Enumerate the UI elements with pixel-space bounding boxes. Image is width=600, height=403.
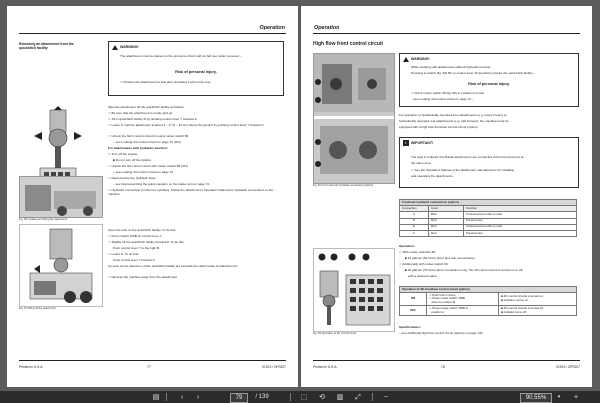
page-number-input[interactable]: 79 (230, 393, 248, 403)
step-text: As soon as the sleeves L of the quickhitch facility are beneath the catch hooks of attachment K: (108, 264, 239, 268)
important-note: ⇨ See the Operator's Manual of the attachment manufacturers for installing (411, 168, 515, 172)
figure-caption: Fig. 66 Locating and lifting the attachment (19, 218, 68, 221)
table-row: OFF ⇨ Press rocker switch 158B to position A ■ 4th control circuits is turned off. ■ Indicator turns off. (400, 306, 577, 316)
zoom-dropdown-icon[interactable]: ▾ (557, 393, 561, 400)
next-page-icon[interactable]: › (196, 393, 200, 401)
intro-text: For operation of hydraulically operated front attachments (e.g. rotary broom) or (399, 113, 507, 117)
important-text: the same time. (411, 161, 432, 165)
step-text: ⇨ Slightly tilt the quickhitch facility forward R. To do this: (108, 240, 185, 244)
column-header: Function (464, 206, 577, 212)
step-text: – see Depressurizing the quick couplers on the loader unit on page 74. (113, 182, 210, 186)
two-page-view-icon[interactable]: ▥ (336, 393, 344, 401)
step-text: ⇨ Hydraulic connection (on the box cylinder): Follow the attachment's Operator's Manual for hydraulic connections to the machine. (108, 188, 274, 197)
step-text: ⇨ Lower G until the attachment is about 2 – 4" (5 – 10 cm) above the ground by pushing control lever Y forward C. (108, 123, 265, 127)
header-rule (313, 33, 580, 34)
operation-text: ⇨ With rocker switches 66: (399, 250, 436, 254)
step-heading: For attachments with hydraulic function: (108, 146, 168, 150)
footer-rule (19, 360, 286, 361)
right-page (301, 6, 592, 387)
page-number: 78 (441, 365, 445, 369)
warning-text: When working with attachments without hydraulic function: (411, 65, 492, 69)
operation-text: with a solenoid valve. (408, 274, 438, 278)
table-row: ON ⇨ Push lock C down. ⇨ Press rocker switch 158B down to position B ■ 4th control circuits is turned on. ■ Indicator comes on. (400, 292, 577, 305)
warning-icon (403, 57, 409, 62)
warning-note: ⇨ Position the attachment so that after unlocking it will not tip over (120, 80, 211, 84)
fullscreen-icon[interactable]: ⤢ (355, 393, 361, 401)
step-text: ⇨ Press switch 105B on control lever Y. (108, 234, 163, 238)
header-rule (19, 33, 286, 34)
control-circuit-illustration (313, 248, 395, 332)
warning-emphasis: Risk of personal injury. (175, 70, 217, 74)
section-title: High flow front control circuit (313, 41, 383, 47)
loader-photo-fig66 (19, 176, 103, 218)
step-text: ⇨ Be sure that the attachment is empty and up. (108, 111, 174, 115)
figure-caption: Fig. 82 Front and rear hydraulic connections (option) (313, 184, 374, 187)
divider (372, 393, 373, 401)
operation-title: Operation: (399, 244, 415, 248)
step-text: Open the lock on the quickhitch facility. To do this: (108, 228, 177, 232)
step-text: ⇨ Unlock the hitch control circuit by using rocker switch 58. (108, 134, 190, 138)
left-page (7, 6, 298, 387)
tilt-illustration-fig67 (19, 224, 103, 307)
info-icon: i (403, 140, 409, 146)
section-title: Removing an attachment from the quickhitch facility (19, 42, 74, 51)
zoom-out-icon[interactable]: − (383, 393, 389, 401)
table-row: C Blue Unpressurized reflux to tank (400, 212, 577, 218)
table-row: D Red Pressure line (400, 218, 577, 224)
step-text: ⇨ Unlock the 3rd control circuit with rocker switch 58 (ON) (108, 164, 188, 168)
divider (166, 393, 167, 401)
important-title: IMPORTANT! (411, 141, 434, 145)
step-text: – see Looking 3rd control circuit on page 72 (ON) (113, 140, 181, 144)
step-text: ⇨ Turn off the engine. (108, 152, 139, 156)
table-title: Operation of 4th front/rear control circuit (option) (400, 287, 577, 293)
footer-text: 91913 / DP0207 (556, 365, 580, 369)
step-text: Push control lever Y forward C. (113, 258, 156, 262)
column-header: Color (429, 206, 464, 212)
step-text: Take the attachment off the quickhitch facility as follows: (108, 105, 185, 109)
specifications-text: – see Additional high flow control circuit (option) on page 144. (399, 331, 484, 335)
step-text: Push control lever Y to the right B. (113, 246, 160, 250)
page-header: Operation (314, 25, 340, 31)
operation-text: ■ 20 gal/min (75 l/min) (front connection only); the 4th control circuit is turned on or off (405, 268, 523, 272)
connections-table (399, 199, 577, 237)
intro-text: hydraulically operated rear attachments (e.g. salt sprayer), the machine must be (399, 119, 509, 123)
viewer-toolbar (0, 391, 600, 403)
warning-box (399, 53, 579, 107)
table-row: E Red Unpressurized reflux to tank (400, 224, 577, 230)
specifications-title: Specifications: (399, 325, 422, 329)
column-header: Connection (400, 206, 429, 212)
fit-page-icon[interactable]: ⬚ (300, 393, 308, 401)
warning-icon (112, 45, 118, 50)
step-text: ⇨ Reverse the machine away from the attachment. (108, 275, 179, 279)
hydraulic-connections-photo (313, 53, 395, 184)
step-text: ⇨ Depressurize the hydraulic lines: (108, 176, 157, 180)
important-note: and operating the attachments. (411, 174, 454, 178)
sidebar-toggle-icon[interactable]: ▤ (152, 393, 160, 401)
warning-note: – see Looking 3rd control circuit on page 72 – (411, 97, 474, 101)
zoom-in-icon[interactable]: + (573, 393, 579, 401)
step-text: ⇨ Lower G. To do this: (108, 252, 139, 256)
figure-caption: Fig. 67 Tilting off the attachment (19, 307, 56, 310)
operation-text: ■ 14 gal/min (52 l/min) (front and rear connections). (405, 256, 476, 260)
operation-text: ⇨ Additionally with rocker switch 66: (399, 262, 449, 266)
warning-text: Pressing lo switch (fig. 83) 58 on control lever 19 (joystick) unlocks the quick-hitch facility – (411, 71, 535, 75)
footer-text: Printed in U.S.A. (19, 365, 44, 369)
table-row: F Red Pressure line (400, 230, 577, 236)
step-text: ⇨ Tilt in quickhitch facility R by pushing control lever Y towards Z. (108, 117, 198, 121)
rotate-icon[interactable]: ⟲ (319, 393, 325, 401)
table-title: Front/rear hydraulic connections (option) (400, 200, 577, 206)
divider (290, 393, 291, 401)
warning-box (108, 41, 284, 96)
warning-emphasis: Risk of personal injury. (468, 82, 510, 86)
operation-table (399, 286, 577, 316)
previous-page-icon[interactable]: ‹ (180, 393, 184, 401)
page-total: / 139 (255, 393, 269, 400)
footer-rule (313, 360, 580, 361)
warning-title: WARNING! (411, 57, 430, 61)
intro-text: equipped with a high flow front/rear control circuit (option). (399, 125, 479, 129)
footer-text: Printed in U.S.A. (313, 365, 338, 369)
warning-note: ⇨ Press rocker switch 58 (fig. 83) in position A to lock. (411, 91, 485, 95)
page-number: 77 (147, 365, 151, 369)
zoom-level[interactable]: 90.55% (520, 393, 552, 403)
page-header: Operation (259, 25, 285, 31)
important-box (399, 137, 579, 188)
step-text: – see Looking 3rd control circuit on page 72. (113, 170, 174, 174)
footer-text: 91913 / DP0207 (262, 365, 286, 369)
step-text: ■ Do not turn off the ignition. (113, 158, 152, 162)
figure-caption: Fig. 83 Operation of 4th control circuit (313, 332, 357, 335)
warning-text: The attachment must be placed on the ground so that it will not fall over when removed – (120, 54, 242, 58)
warning-title: WARNING! (120, 45, 139, 49)
important-text: The load is reduced if hydraulic attachments are connected at the front and rear at (411, 155, 524, 159)
